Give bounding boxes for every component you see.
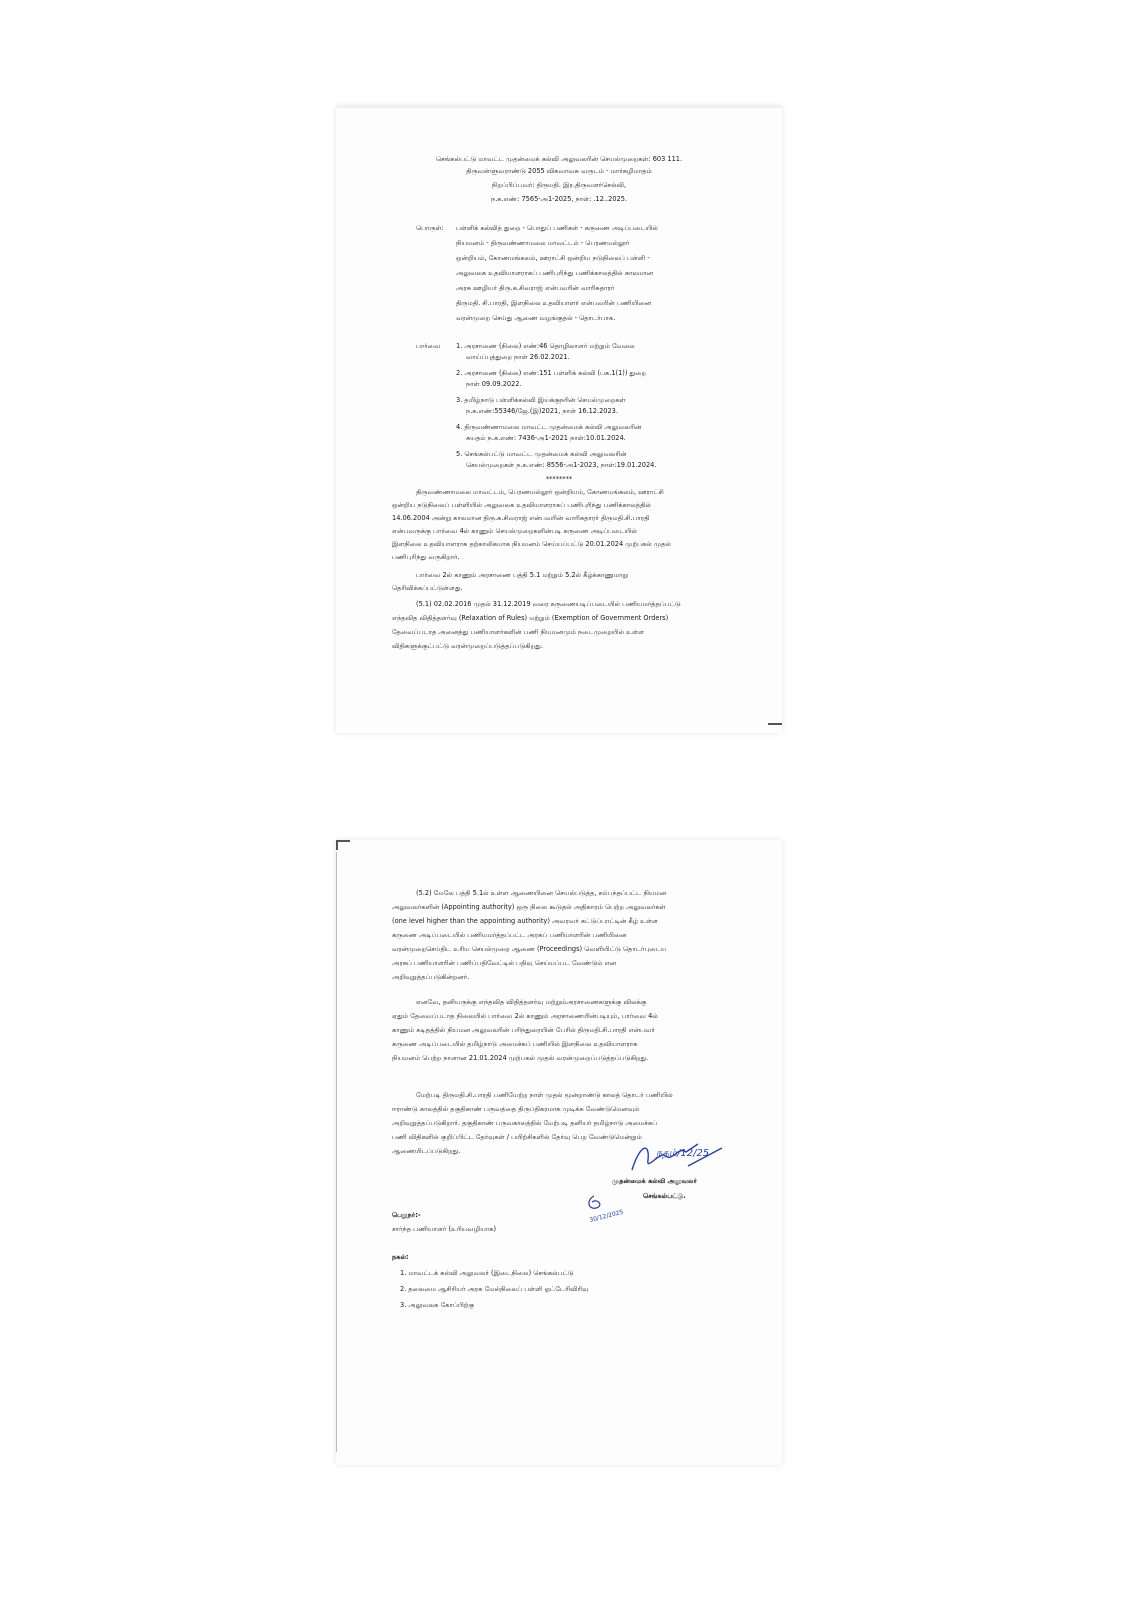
- body-line: இளநிலை உதவியாளராக தற்காலிகமாக நியமனம் செய்யப்பட்டு 20.01.2024 முற்பகல் முதல்: [392, 540, 671, 548]
- body-line: அலுவலர்களின் (Appointing authority) ஒரு நிலை கூடுதல் அதிகாரம் பெற்ற அலுவலர்கள்: [392, 903, 666, 911]
- reference-line: 3. தமிழ்நாடு பள்ளிக்கல்வி இயக்குநரின் செயல்முறைகள்: [456, 396, 626, 404]
- body-line: திருவண்ணாமலை மாவட்டம், பெரணமல்லூர் ஒன்றியம், கோணமங்கலம், ஊராட்சி: [416, 488, 664, 496]
- reference-line: நாள் 09.09.2022.: [466, 380, 522, 388]
- body-line: 14.06.2004 அன்று காலமான திரு.க.சிவராஜ் என்பவரின் வாரிசுதாரர் திருமதி.சி.பாரதி: [392, 514, 650, 522]
- body-line: ஒன்றிய நடுநிலைப் பள்ளியில் அலுவலக உதவியாளராகப் பணிபுரிந்து பணிக்காலத்தில்: [392, 501, 651, 509]
- body-line: அரசுப் பணியாளரின் பணிப்பதிவேட்டில் பதிவு செய்யப்பட வேண்டும் என: [392, 959, 617, 967]
- reference-label: பார்வை: [416, 342, 441, 350]
- copy-label: நகல்:: [392, 1253, 409, 1261]
- copy-item: 1. மாவட்டக் கல்வி அலுவலர் (இடைநிலை) செங்கல்பட்டு: [400, 1269, 574, 1277]
- scan-mark: [768, 723, 782, 725]
- recipient-label: பெறுநர்:-: [392, 1211, 421, 1219]
- scan-mark: [336, 840, 338, 850]
- scan-mark: [336, 840, 350, 842]
- body-line: எந்தவித விதித்தளர்வு (Relaxation of Rules) மற்றும் (Exemption of Government Orders): [392, 614, 669, 622]
- body-line: (one level higher than the appointing authority) அவரவர் கட்டுப்பாட்டின் கீழ் உள்ள: [392, 917, 658, 925]
- header-line-1: செங்கல்பட்டு மாவட்ட முதன்மைக் கல்வி அலுவலரின் செயல்முறைகள்: 603 111.: [435, 155, 683, 163]
- header-line-4: ந.க.எண்: 7565-அ1-2025, நாள்: .12..2025.: [490, 195, 628, 203]
- reference-line: ந.க.எண்:55346/ஜே.(இ)2021, நாள் 16.12.2023.: [466, 407, 618, 415]
- subject-line: நியமனம் - திருவண்ணாமலை மாவட்டம் - பெரணமல்லூர்: [456, 239, 630, 247]
- subject-line: ஒன்றியம், கோணமங்கலம், ஊராட்சி ஒன்றிய நடுநிலைப் பள்ளி -: [456, 254, 650, 262]
- subject-line: அரசு ஊழியர் திரு.க.சிவராஜ் என்பவரின் வாரிசுதாரர்: [456, 284, 615, 292]
- body-line: தேவைப்படாத அனைத்து பணியாளர்களின் பணி நியமனமும் நடைமுறையில் உள்ள: [392, 628, 645, 636]
- body-line: (5.2) மேலே பத்தி 5.1ல் உள்ள ஆணையினை செயல்படுத்த, சம்பந்தப்பட்ட நியமன: [416, 889, 667, 897]
- subject-line: வரன்முறை செய்து ஆணை வழங்குதல் - தொடர்பாக.: [456, 314, 616, 322]
- body-line: என்பவருக்கு பார்வை 4ல் காணும் செயல்முறைகளின்படி கருணை அடிப்படையில்: [392, 527, 637, 535]
- scan-edge: [336, 852, 337, 1452]
- body-line: அறிவுறுத்தப்படுகின்றனர்.: [392, 973, 470, 981]
- reference-line: 4. திருவண்ணாமலை மாவட்ட முதன்மைக் கல்வி அலுவலரின்: [456, 423, 642, 431]
- initials-image: [584, 1192, 636, 1226]
- body-line: ஈராண்டு காலத்தில் தகுதிகாண் பருவத்தை திருப்திகரமாக முடிக்க வேண்டுமெனவும்: [392, 1105, 640, 1113]
- body-line: பணிபுரிந்து வருகிறார்.: [392, 553, 460, 561]
- recipient-value: சார்ந்த பணியாளர் (உரியவழியாக): [392, 1225, 497, 1233]
- body-line: நியமனம் பெற்ற நாளான 21.01.2024 முற்பகல் முதல் வரன்முறைப்படுத்தப்படுகிறது.: [392, 1054, 649, 1062]
- body-line: வரன்முறைசெய்திட உரிய செயல்முறை ஆணை (Proceedings) வெளியிட்டு தொடர்புடைய: [392, 945, 667, 953]
- body-line: ஏதும் தேவைப்படாத நிலையில் பார்வை 2ல் காணும் அரசாணையின்படியும், பார்வை 4ல்: [392, 1012, 658, 1020]
- subject-line: திருமதி. சி.பாரதி, இளநிலை உதவியாளர் என்பவரின் பணியினை: [456, 299, 652, 307]
- reference-line: சுயதம் ந.க.எண்: 7436-அ1-2021 நாள்:10.01.2024.: [466, 434, 626, 442]
- document-page-2: [336, 840, 782, 1465]
- body-line: எனவே, தனியருக்கு எந்தவித விதித்தளர்வு மற்றும்அரசாணைகளுக்கு விலக்கு: [416, 998, 647, 1006]
- signature-image: [626, 1136, 736, 1178]
- subject-label: பொருள்:: [416, 224, 444, 232]
- subject-line: அலுவலக உதவியாளராகப் பணிபுரிந்து பணிக்காலத்தில் காலமான: [456, 269, 654, 277]
- body-line: கருணை அடிப்படையில் தமிழ்நாடு அமைச்சுப் பணியில் இளநிலை உதவியாளராக: [392, 1040, 638, 1048]
- body-line: பணி விதிகளில் குறிப்பிட்ட தேர்வுகள் / பயிற்சிகளில் தேர்வு பெற வேண்டுமென்றும்: [392, 1133, 642, 1141]
- signature-scrawl: நதம்/12/25: [656, 1148, 710, 1159]
- copy-item: 2. தலைமை ஆசிரியர் அரசு மேல்நிலைப் பள்ளி ஓட்டேரிவிரிவு: [400, 1285, 589, 1293]
- reference-line: 2. அரசாணை (நிலை) எண்:151 பள்ளிக் கல்வி (பக.1(1)) துறை: [456, 369, 646, 377]
- subject-line: பள்ளிக் கல்வித் துறை - பொதுப் பணிகள் - கருணை அடிப்படையில்: [456, 224, 658, 232]
- body-line: (5.1) 02.02.2016 முதல் 31.12.2019 வரை கருணையடிப்படையில் பணியமர்த்தப்பட்டு: [416, 600, 681, 608]
- page-shadow: [336, 106, 782, 109]
- body-line: தெரிவிக்கப்பட்டுள்ளது.: [392, 584, 463, 592]
- body-line: அறிவுறுத்தப்படுகிறார். தகுதிகாண் பருவகாலத்தில் மேற்படி தனியர் தமிழ்நாடு அமைச்சுப்: [392, 1119, 658, 1127]
- body-line: காணும் கடிதத்தில் நியமன அலுவலரின் பரிந்துரையின் பேரில் திருமதி.சி.பாரதி என்பவர்: [392, 1026, 655, 1034]
- designation: முதன்மைக் கல்வி அலுவலர்: [612, 1177, 697, 1185]
- separator: ********: [545, 475, 573, 483]
- initials-scrawl: 30/12/2025: [588, 1208, 625, 1224]
- body-line: விதிகளுக்குட்பட்டு வரன்முறைப்படுத்தப்படுகிறது.: [392, 642, 543, 650]
- reference-line: 1. அரசாணை (நிலை) எண்:46 தொழிலாளர் மற்றும் வேலை: [456, 342, 635, 350]
- body-line: ஆணையிடப்படுகிறது.: [392, 1147, 461, 1155]
- document-page-1: [336, 106, 782, 733]
- reference-line: 5. செங்கல்பட்டு மாவட்ட முதன்மைக் கல்வி அலுவலரின்: [456, 450, 627, 458]
- district: செங்கல்பட்டு.: [643, 1192, 686, 1200]
- body-line: மேற்படி திருமதி.சி.பாரதி பணியேற்ற நாள் முதல் மூன்றாண்டு காலத் தொடர் பணியில்: [416, 1091, 673, 1099]
- header-line-3: நிறப்பிப்பவர்: திருமதி. இர.திருவளர்செல்வி,: [491, 181, 627, 189]
- reference-line: வாய்ப்புத்துறை நாள் 26.02.2021.: [466, 353, 570, 361]
- body-line: கருணை அடிப்படையில் பணியமர்த்தப்பட்ட அரசுப் பணியாளரின் பணியினை: [392, 931, 627, 939]
- reference-line: செயல்முறைகள் ந.க.எண்: 8556-அ1-2023, நாள்:19.01.2024.: [466, 461, 657, 469]
- body-line: பார்வை 2ல் காணும் அரசாணை பத்தி 5.1 மற்றும் 5.2ல் கீழ்க்காணுமாறு: [416, 571, 629, 579]
- header-line-2: திருவள்ளுவராண்டு 2055 விசுவாவசு வருடம் - மார்கழிமாதம்: [466, 167, 652, 175]
- copy-item: 3. அலுவலக கோப்பிற்கு: [400, 1301, 475, 1309]
